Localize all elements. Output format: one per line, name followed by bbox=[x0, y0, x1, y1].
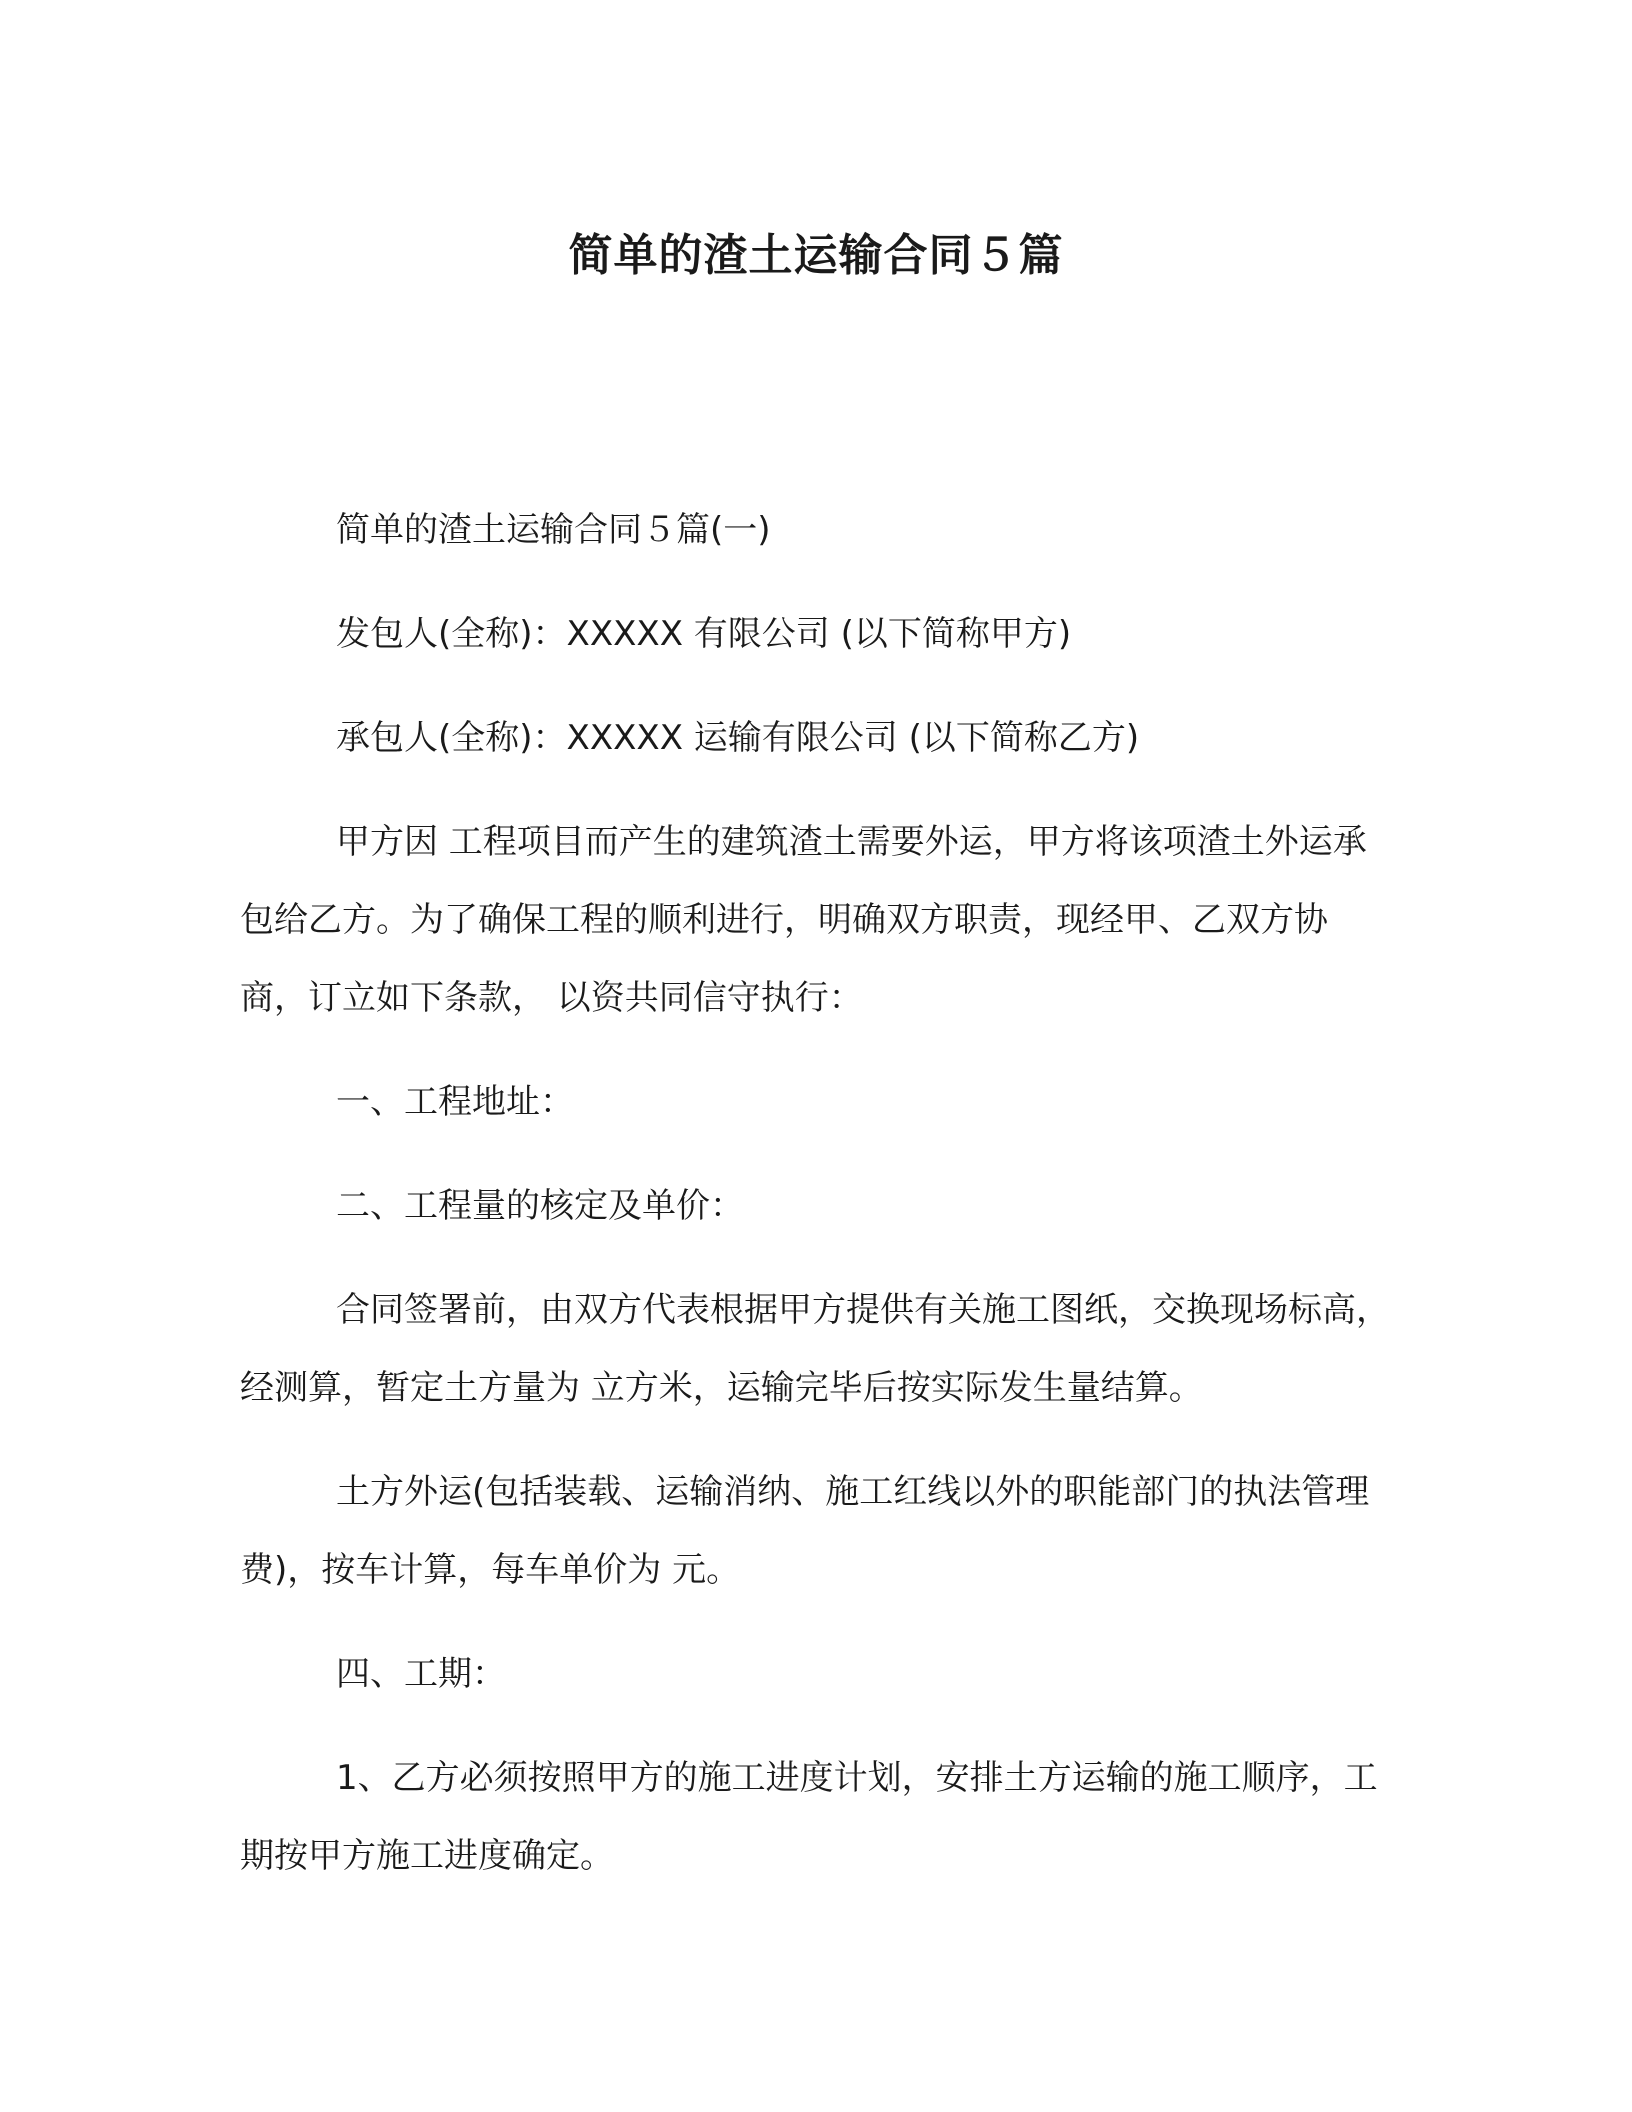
clause-heading-site-address: 一、工程地址： bbox=[336, 1082, 574, 1122]
clause-heading-quantity-price: 二、工程量的核定及单价： bbox=[336, 1186, 744, 1226]
document-body bbox=[240, 491, 1390, 1921]
preamble-paragraph: 甲方因 工程项目而产生的建筑渣土需要外运，甲方将该项渣土外运承包给乙方。为了确保工程的顺利进行，明确双方职责，现经甲、乙双方协商，订立如下条款， 以资共同信守执行： bbox=[240, 822, 1367, 1018]
party-a-line: 发包人(全称)：XXXXX 有限公司 (以下简称甲方) bbox=[336, 614, 1072, 654]
party-b-line: 承包人(全称)：XXXXX 运输有限公司 (以下简称乙方) bbox=[336, 718, 1140, 758]
schedule-item-1: 1、乙方必须按照甲方的施工进度计划，安排土方运输的施工顺序，工期按甲方施工进度确定。 bbox=[240, 1758, 1378, 1876]
quantity-paragraph: 合同签署前，由双方代表根据甲方提供有关施工图纸，交换现场标高，经测算，暂定土方量为 立方米，运输完毕后按实际发生量结算。 bbox=[240, 1290, 1390, 1408]
clause-heading-schedule: 四、工期： bbox=[336, 1654, 506, 1694]
document-title: 简单的渣土运输合同５篇 bbox=[568, 230, 1064, 281]
unit-price-paragraph: 土方外运(包括装载、运输消纳、施工红线以外的职能部门的执法管理费)，按车计算，每车单价为 元。 bbox=[240, 1472, 1370, 1590]
section-heading-part-one: 简单的渣土运输合同５篇(一) bbox=[336, 510, 771, 550]
